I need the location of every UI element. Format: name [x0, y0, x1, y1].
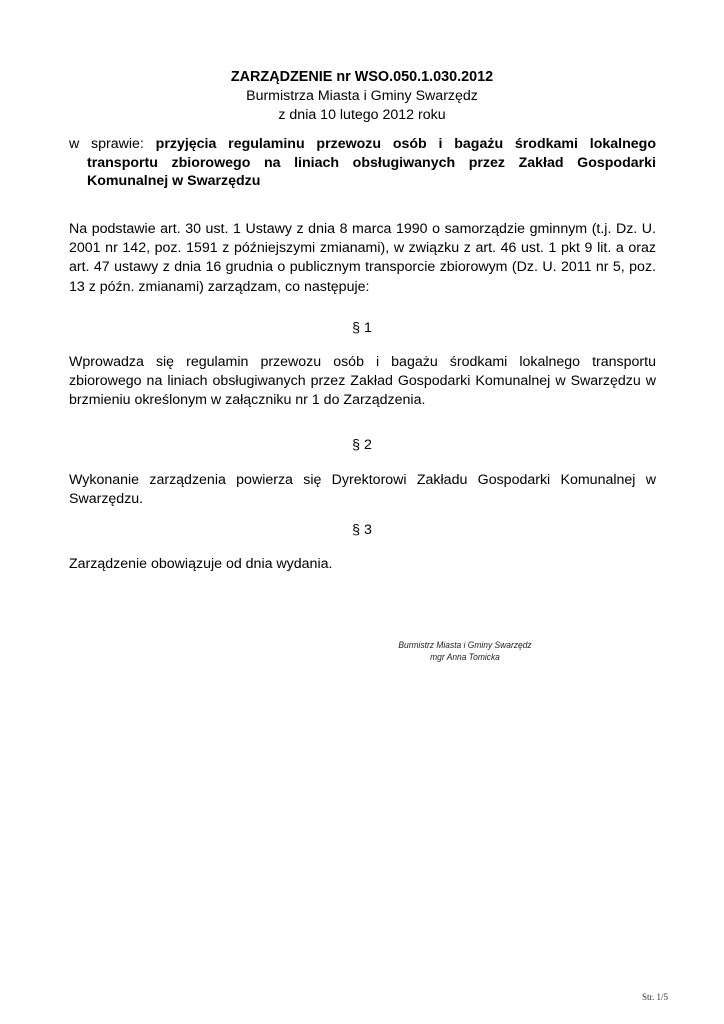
section-3-text: Zarządzenie obowiązuje od dnia wydania. — [69, 556, 333, 572]
subject-prefix: w sprawie: — [69, 136, 156, 152]
section-2-sign: § 2 — [352, 437, 372, 453]
legal-basis-paragraph: Na podstawie art. 30 ust. 1 Ustawy z dnia 8 marca 1990 o samorządzie gminnym (t.j. Dz. U. 2001 nr 142, poz. 1591 z późniejszymi zmianami), w związku z art. 46 ust. 1 pkt 9 lit. a oraz art. 47 ustawy z dnia 16 grudnia o publicznym transporcie zbiorowym (Dz. U. 2011 nr 5, poz. 13 z późn. zmianami) zarządzam, co następuje: — [69, 221, 656, 295]
section-1-text: Wprowadza się regulamin przewozu osób i bagażu środkami lokalnego transportu zbiorowego na liniach obsługiwanych przez Zakład Gospodarki Komunalnej w Swarzędzu w brzmieniu określonym w załączniku nr 1 do Zarządzenia. — [69, 354, 656, 409]
document-subject — [69, 135, 656, 191]
section-1-sign: § 1 — [352, 320, 372, 336]
document-header — [0, 68, 724, 125]
signature-title: Burmistrz Miasta i Gminy Swarzędz — [398, 640, 532, 651]
document-issuer: Burmistrza Miasta i Gminy Swarzędz — [246, 88, 478, 104]
document-title: ZARZĄDZENIE nr WSO.050.1.030.2012 — [230, 69, 494, 85]
section-3-sign: § 3 — [352, 522, 372, 538]
document-date: z dnia 10 lutego 2012 roku — [278, 107, 446, 123]
page-number: Str. 1/5 — [641, 992, 668, 1002]
signature-name: mgr Anna Tomicka — [430, 652, 500, 663]
section-2-text: Wykonanie zarządzenia powierza się Dyrektorowi Zakładu Gospodarki Komunalnej w Swarzędzu. — [69, 472, 656, 508]
signature-block — [373, 640, 558, 664]
subject-text: przyjęcia regulaminu przewozu osób i bagażu środkami lokalnego transportu zbiorowego na liniach obsługiwanych przez Zakład Gospodarki Komunalnej w Swarzędzu — [87, 136, 656, 189]
